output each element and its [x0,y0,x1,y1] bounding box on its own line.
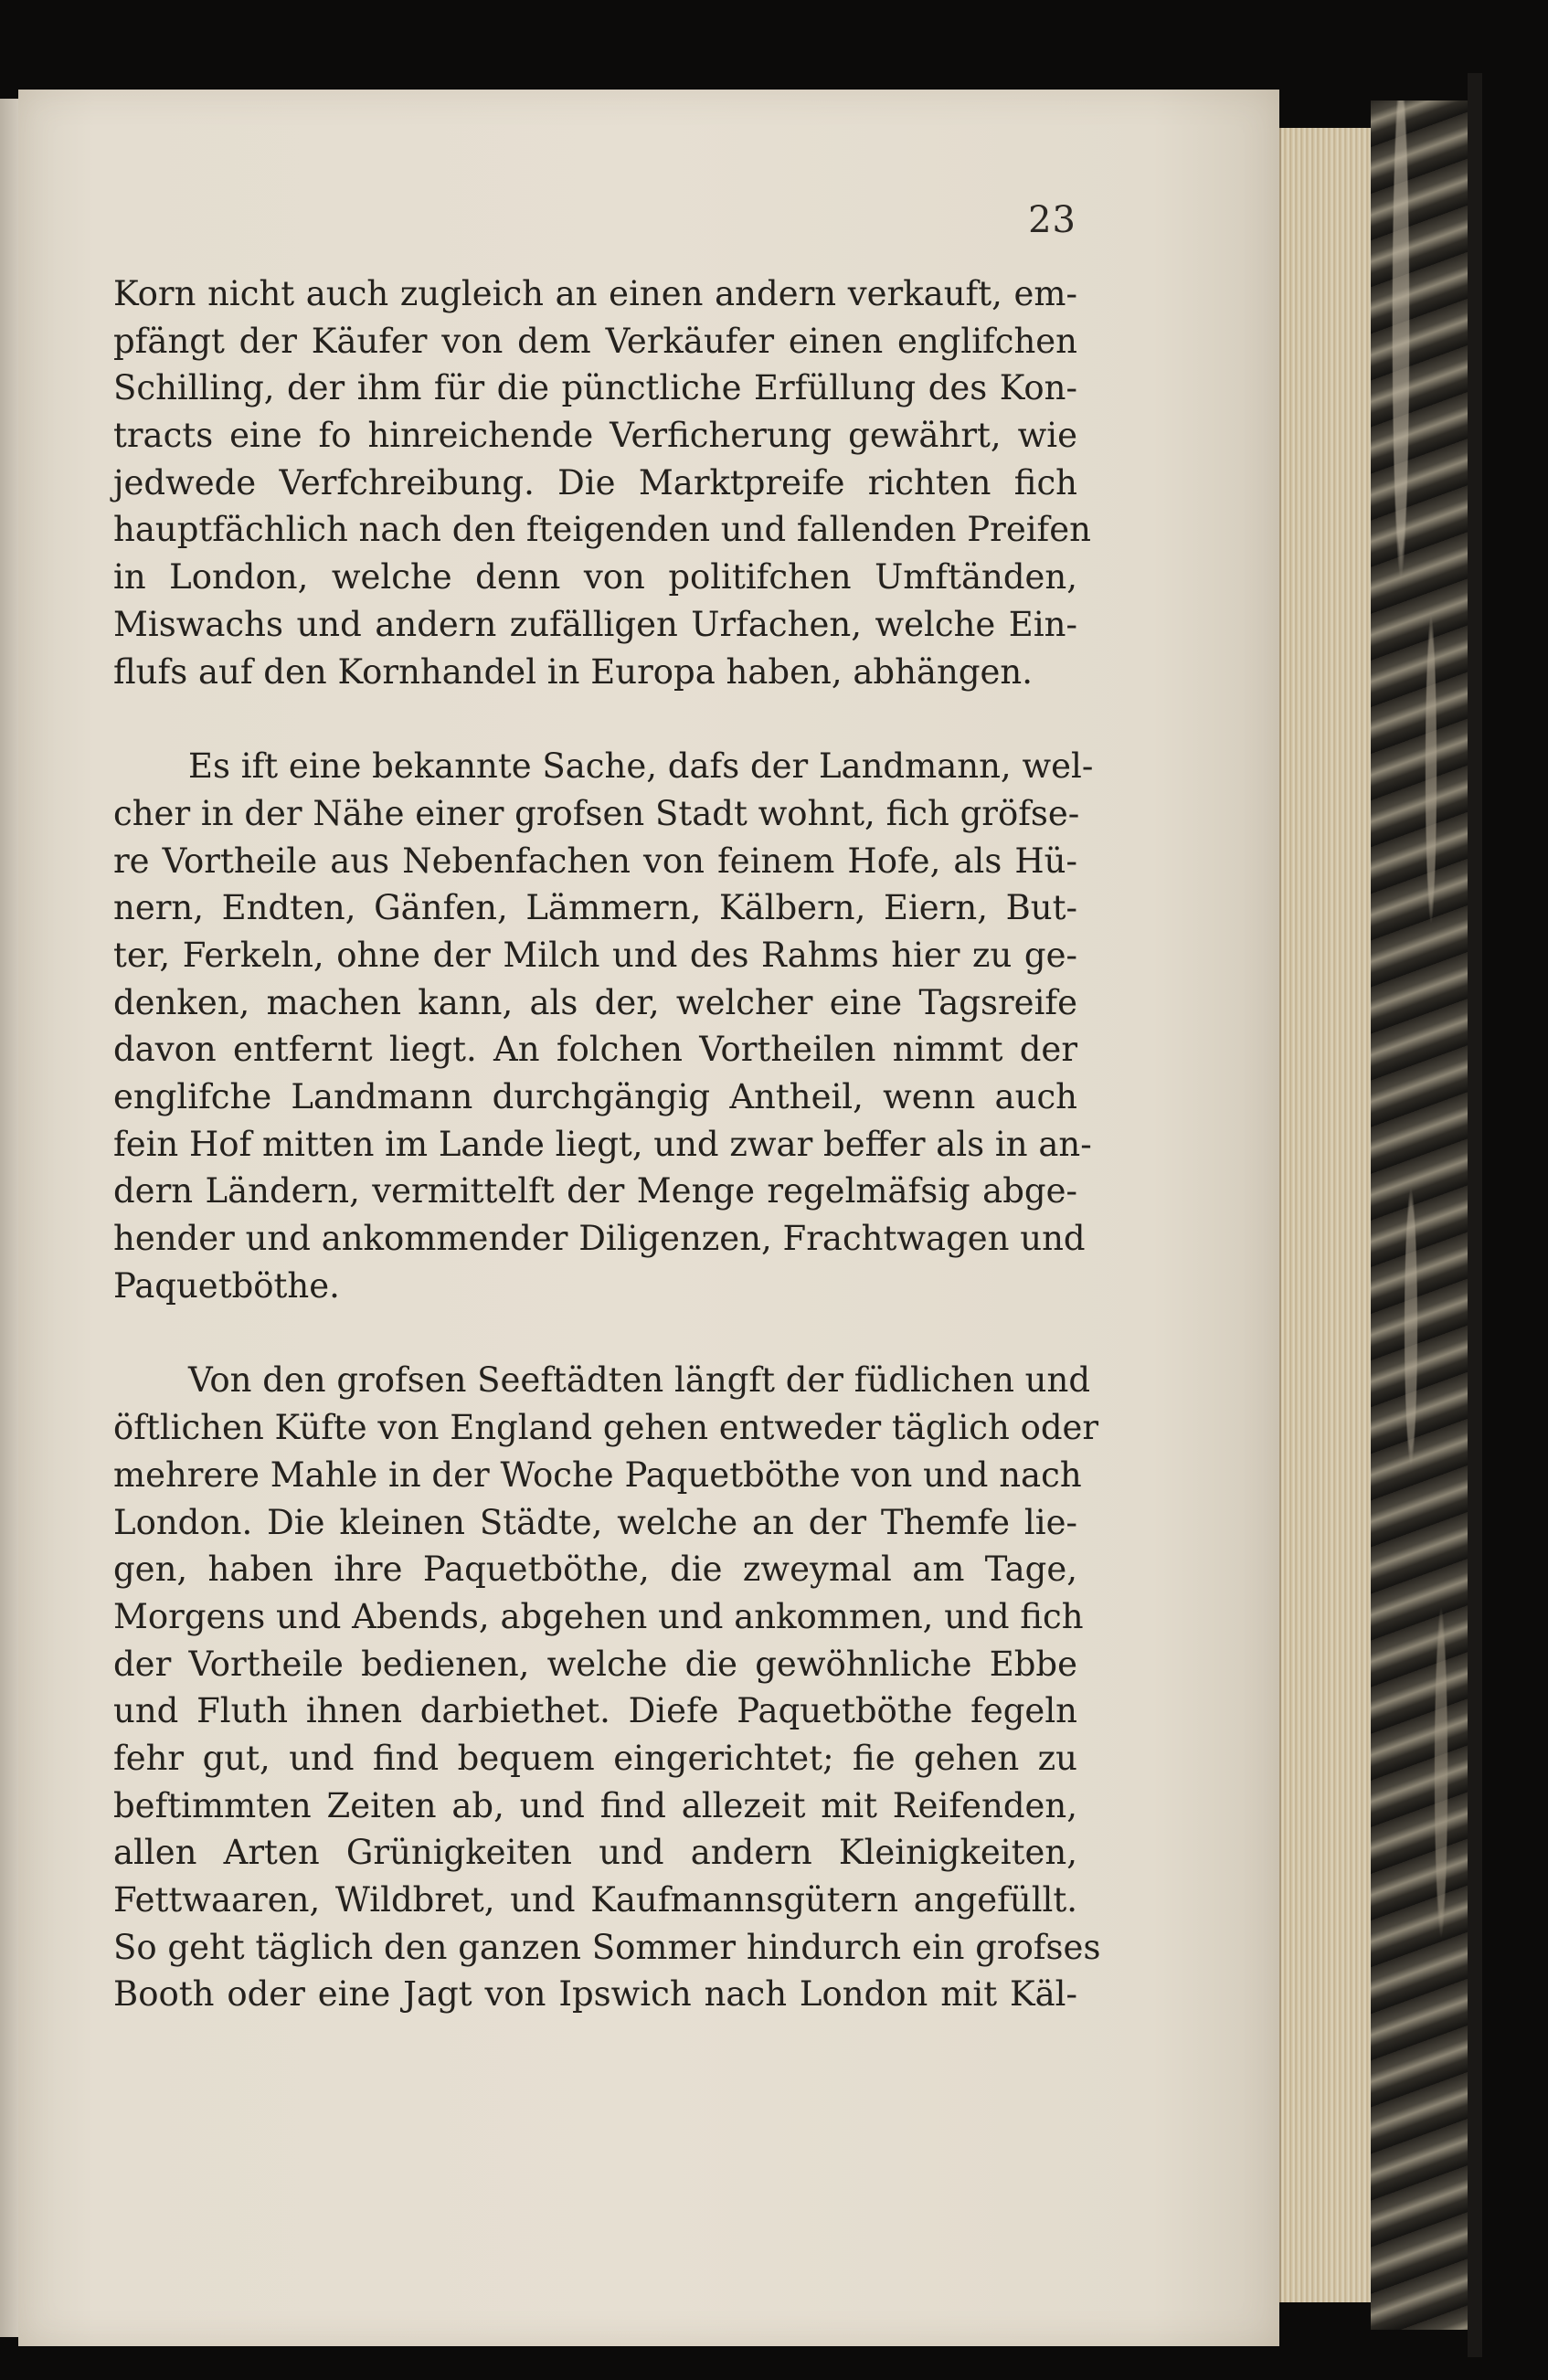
marbled-cover [1371,100,1471,2330]
text-line: dern Ländern, vermittelft der Menge regelmäfsig abge- [113,1171,1077,1211]
text-line: hauptfächlich nach den fteigenden und fallenden Preifen [113,510,1091,550]
text-line: öftlichen Küfte von England gehen entweder täglich oder [113,1408,1099,1448]
text-line: in London, welche denn von politifchen Umftänden, [113,557,1077,598]
text-line: davon entfernt liegt. An folchen Vortheilen nimmt der [113,1030,1077,1070]
text-line: Es ift eine bekannte Sache, dafs der Landmann, wel- [188,746,1094,787]
paragraph-2 [113,743,1094,1309]
text-line: London. Die kleinen Städte, welche an der Themfe lie- [113,1502,1077,1542]
text-line: re Vortheile aus Nebenfachen von feinem Hofe, als Hü- [113,841,1077,881]
page-block-edge [1279,128,1373,2302]
text-line: Morgens und Abends, abgehen und ankommen, und fich [113,1596,1084,1636]
text-line: Schilling, der ihm für die pünctliche Erfüllung des Kon- [113,368,1077,408]
text-line: pfängt der Käufer von dem Verkäufer einen englifchen [113,321,1077,361]
paragraph-3 [113,1357,1101,2018]
text-line: Miswachs und andern zufälligen Urfachen, welche Ein- [113,604,1077,644]
text-line: beftimmten Zeiten ab, und find allezeit mit Reifenden, [113,1785,1077,1825]
text-line: Von den grofsen Seeftädten längft der füdlichen und [188,1360,1091,1401]
paragraph-1 [113,270,1091,695]
text-line: Paquetböthe. [113,1265,340,1306]
text-line: allen Arten Grünigkeiten und andern Kleinigkeiten, [113,1833,1077,1873]
cover-edge [1468,73,1482,2357]
text-line: So geht täglich den ganzen Sommer hindurch ein grofses [113,1927,1101,1967]
body-text [113,270,1101,2018]
text-line: Fettwaaren, Wildbret, und Kaufmannsgütern angefüllt. [113,1880,1077,1920]
text-line: denken, machen kann, als der, welcher eine Tagsreife [113,982,1077,1022]
text-line: der Vortheile bedienen, welche die gewöhnliche Ebbe [113,1644,1077,1684]
text-line: Booth oder eine Jagt von Ipswich nach London mit Käl- [113,1974,1077,2015]
text-line: mehrere Mahle in der Woche Paquetböthe von und nach [113,1454,1082,1495]
text-line: tracts eine fo hinreichende Verficherung gewährt, wie [113,416,1077,456]
text-line: fein Hof mitten im Lande liegt, und zwar beffer als in an- [113,1124,1092,1164]
text-line: hender und ankommender Diligenzen, Frachtwagen und [113,1219,1086,1259]
text-line: und Fluth ihnen darbiethet. Diefe Paquetböthe fegeln [113,1691,1077,1731]
text-line: flufs auf den Kornhandel in Europa haben, abhängen. [113,651,1033,692]
page-number: 23 [1028,199,1076,241]
text-line: gen, haben ihre Paquetböthe, die zweymal am Tage, [113,1550,1077,1590]
text-line: ter, Ferkeln, ohne der Milch und des Rahms hier zu ge- [113,935,1077,975]
text-line: cher in der Nähe einer grofsen Stadt wohnt, fich gröfse- [113,793,1080,833]
text-line: jedwede Verfchreibung. Die Marktpreife richten fich [113,462,1077,502]
text-line: englifche Landmann durchgängig Antheil, wenn auch [113,1077,1077,1116]
text-line: nern, Endten, Gänfen, Lämmern, Kälbern, Eiern, But- [113,888,1077,928]
text-line: Korn nicht auch zugleich an einen andern verkauft, em- [113,274,1077,313]
text-line: fehr gut, und find bequem eingerichtet; fie gehen zu [113,1738,1077,1778]
